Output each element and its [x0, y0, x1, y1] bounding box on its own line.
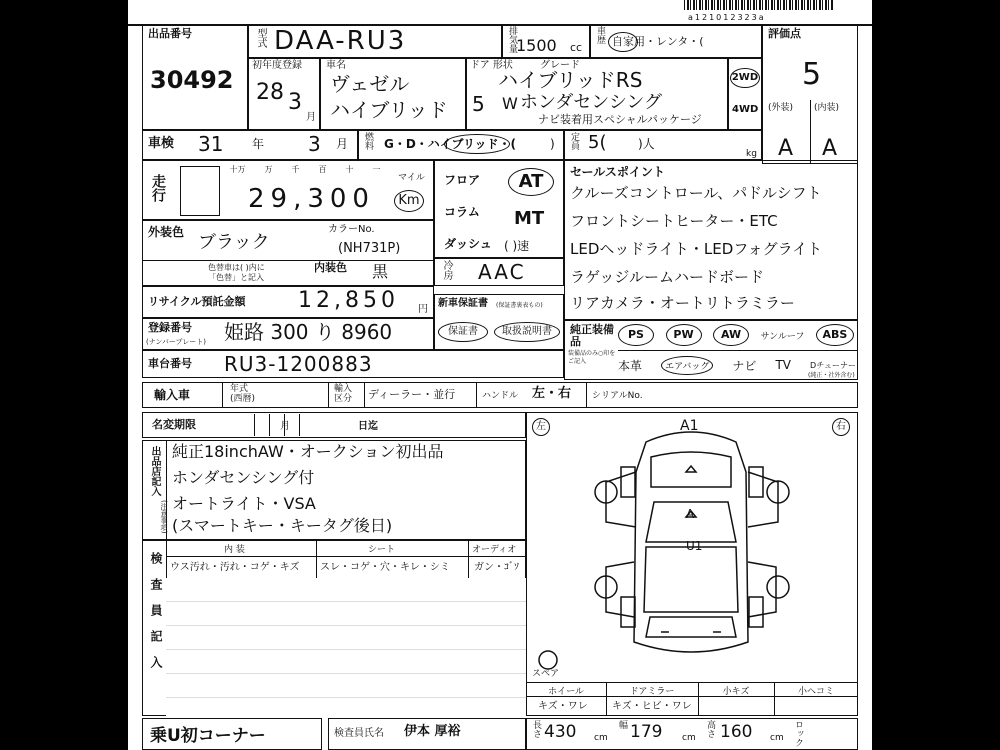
equipment-pw: PW [666, 324, 702, 346]
usage-private-circle [608, 32, 638, 52]
inspector-audio-items: ガン・ｺﾞｿ [474, 562, 519, 573]
chassis-value: RU3-1200883 [224, 352, 373, 376]
sales-point-5: リアカメラ・オートリトラミラー [570, 294, 795, 312]
rating-ext-label: (外装) [768, 103, 794, 113]
inspector-interior-items: ウス汚れ・汚れ・コゲ・キズ [170, 562, 300, 573]
mileage-km: Km [394, 190, 424, 212]
equipment-sunroof: サンルーフ [760, 331, 805, 342]
capacity-unit: )人 [638, 137, 655, 151]
equipment-row1 [618, 322, 854, 348]
equipment-airbag: エアバッグ [661, 356, 713, 375]
note-1: 純正18inchAW・オークション初出品 [172, 442, 444, 461]
corner-label: 乗U初コーナー [150, 726, 266, 746]
lot-label: 出品番号 [148, 27, 192, 40]
doors-shape: W [502, 94, 518, 113]
barcode-number: a121012323a [688, 13, 766, 22]
recycle-label: リサイクル預託金額 [148, 295, 246, 308]
equipment-leather: 本革 [618, 358, 643, 373]
name-line1: ヴェゼル [330, 72, 410, 96]
dims-lock: ロック [793, 720, 803, 747]
col-door-mirror: ドアミラー [629, 687, 675, 697]
mileage-units: 十万 万 千 百 十 一 [229, 165, 381, 174]
doors-label: ドア 形状 [470, 60, 513, 71]
shift-mt: MT [514, 208, 545, 229]
inspector-col-audio: オーディオ [472, 545, 517, 555]
plate-label: 登録番号 [148, 321, 192, 334]
notes-label: 出品店記入 [149, 446, 160, 496]
color-int-label: 内装色 [314, 261, 347, 274]
sales-points-label: セールスポイント [570, 165, 665, 179]
recycle-value: 12,850 [298, 288, 399, 313]
shift-column: コラム [444, 205, 480, 219]
import-year-label: 年式(西暦) [230, 384, 256, 404]
equipment-navi: ナビ [732, 358, 757, 373]
capacity-value: 5( [588, 132, 607, 153]
rating-label: 評価点 [768, 27, 801, 40]
shift-at: AT [508, 168, 554, 196]
doors-value: 5 [472, 92, 485, 116]
equipment-abs: ABS [816, 324, 854, 346]
sales-point-3: LEDヘッドライト・LEDフォグライト [570, 240, 823, 258]
notes-sub: (注意事項) [160, 500, 168, 534]
fuel-close: ) [550, 137, 555, 151]
shift-floor: フロア [444, 173, 481, 187]
note-4: (スマートキー・キータグ後日) [172, 516, 393, 535]
ac-label: 冷房 [441, 260, 452, 280]
mileage-value: 29,300 [248, 184, 375, 214]
fuel-label: 燃料 [363, 132, 373, 150]
equipment-label: 純正装備品 [570, 323, 614, 348]
barcode [684, 0, 834, 10]
col-small-scratch: 小キズ [722, 687, 750, 697]
displacement-unit: cc [570, 41, 583, 54]
mileage-unit-label: マイル [398, 173, 425, 183]
grade-line1: ハイブリッドRS [498, 68, 643, 92]
dims-len: 430 [544, 722, 577, 742]
import-label: 輸入車 [154, 388, 191, 402]
damage-columns [526, 684, 858, 696]
drive-2wd: 2WD [730, 68, 760, 88]
equipment-dtuner: Dチューナー [810, 360, 856, 370]
chassis-label: 車台番号 [148, 357, 192, 370]
equipment-note: 装備品のみ○印をご記入 [568, 350, 616, 365]
rating-int-label: (内装) [814, 103, 840, 113]
name-line2: ハイブリッド [330, 98, 448, 122]
inspection-year: 31 [198, 132, 224, 156]
diagram-right: 右 [832, 418, 850, 436]
usage-value: 自家用・レンタ・( [612, 35, 704, 48]
inspection-month: 3 [308, 132, 321, 156]
sales-point-4: ラゲッジルームハードボード [570, 268, 765, 286]
import-handle-label: ハンドル [482, 391, 519, 401]
grade-label: グレード [540, 60, 580, 71]
diagram-top-mark: A1 [680, 418, 699, 434]
inspector-name-label: 検査員氏名 [334, 728, 384, 739]
diagram-center-mark: U1 [686, 539, 703, 553]
dims-width-unit: cm [682, 733, 696, 743]
dims-len-label: 長さ [531, 720, 541, 738]
import-div-value: ディーラー・並行 [368, 388, 456, 401]
color-note2: 「色替」と記入 [208, 273, 264, 282]
note-3: オートライト・VSA [172, 494, 316, 513]
rating-score: 5 [802, 57, 822, 92]
shift-dash: ダッシュ [444, 237, 492, 251]
dims-height: 160 [720, 722, 753, 742]
warranty-label: 新車保証書 [438, 298, 488, 309]
col-wheel: ホイール [548, 687, 584, 697]
import-serial-label: シリアルNo. [592, 391, 643, 401]
shift-speed: ( )速 [504, 239, 530, 253]
fuel-hybrid-circle [444, 134, 510, 154]
inspector-col-interior: 内 装 [224, 545, 245, 555]
equipment-tv: TV [775, 358, 791, 372]
rating-ext: A [778, 136, 794, 161]
inspector-label: 検査員記入 [149, 552, 163, 682]
registration-month: 3 [288, 90, 302, 115]
inspection-label: 車検 [148, 136, 175, 151]
diagram-roof-mark: A [686, 507, 695, 521]
fuel-value: G・D・ハイブリッド・( [384, 137, 516, 151]
inspector-name-value: 伊本 厚裕 [404, 724, 461, 739]
model-value: DAA-RU3 [274, 26, 407, 56]
inspection-year-unit: 年 [252, 137, 265, 151]
registration-label: 初年度登録 [252, 60, 302, 71]
equipment-ps: PS [618, 324, 654, 346]
dims-height-label: 高さ [705, 720, 715, 738]
diagram-spare: スペア [532, 669, 560, 679]
ac-value: AAC [478, 260, 526, 284]
plate-sub: (ナンバープレート) [146, 338, 206, 346]
warranty-certificate: 保証書 [438, 322, 488, 342]
sales-point-1: クルーズコントロール、パドルシフト [570, 184, 822, 202]
equipment-row2-note: (純正・社外含む) [808, 372, 855, 379]
dims-width: 179 [630, 722, 663, 742]
import-handle-value: 左・右 [532, 386, 572, 401]
inspector-col-seat: シート [368, 545, 396, 555]
model-label: 型式 [255, 28, 266, 48]
registration-month-unit: 月 [306, 112, 316, 123]
plate-value: 姫路 300 り 8960 [224, 320, 393, 344]
import-div-label: 輸入区分 [334, 384, 353, 404]
note-2: ホンダセンシング付 [172, 468, 315, 487]
name-change-month: 月 [280, 421, 290, 432]
name-change-label: 名変期限 [152, 418, 196, 431]
warranty-sub: (保証書裏表もの) [496, 302, 543, 309]
inspector-seat-items: スレ・コゲ・穴・キレ・シミ [320, 562, 450, 573]
wheel-items: キズ・ワレ [538, 701, 588, 712]
grade-line2: ホンダセンシング [520, 92, 663, 113]
registration-year: 28 [256, 80, 284, 105]
capacity-label: 定員 [569, 132, 579, 150]
auction-sheet [128, 0, 872, 750]
sales-point-2: フロントシートヒーター・ETC [570, 212, 778, 230]
lot-number: 30492 [150, 66, 234, 94]
col-small-dent: 小ヘコミ [797, 687, 834, 697]
displacement-label: 排気量 [507, 26, 517, 53]
color-label: 外装色 [148, 225, 185, 239]
name-change-day: 日迄 [358, 421, 378, 432]
dims-width-label: 幅 [617, 720, 627, 729]
color-note1: 色替車は( )内に [208, 263, 265, 272]
color-value: ブラック [198, 232, 270, 253]
displacement-value: 1500 [516, 36, 557, 55]
recycle-unit: 円 [418, 304, 428, 315]
mileage-label: 走行 [150, 174, 166, 202]
weight-unit: kg [746, 149, 757, 159]
drive-4wd: 4WD [732, 104, 759, 115]
warranty-manual: 取扱説明書 [494, 322, 560, 342]
diagram-left: 左 [532, 418, 550, 436]
color-code-label: カラーNo. [328, 224, 375, 235]
color-int-value: 黒 [372, 262, 389, 281]
equipment-aw: AW [713, 324, 749, 346]
dims-height-unit: cm [770, 733, 784, 743]
usage-label: 車歴 [595, 26, 605, 44]
name-label: 車名 [326, 60, 346, 71]
mirror-items: キズ・ヒビ・ワレ [612, 701, 692, 712]
rating-int: A [822, 136, 838, 161]
dims-len-unit: cm [594, 733, 608, 743]
color-code: (NH731P) [338, 241, 401, 256]
grade-line3: ナビ装着用スペシャルパッケージ [538, 113, 702, 126]
inspection-month-unit: 月 [336, 137, 349, 151]
